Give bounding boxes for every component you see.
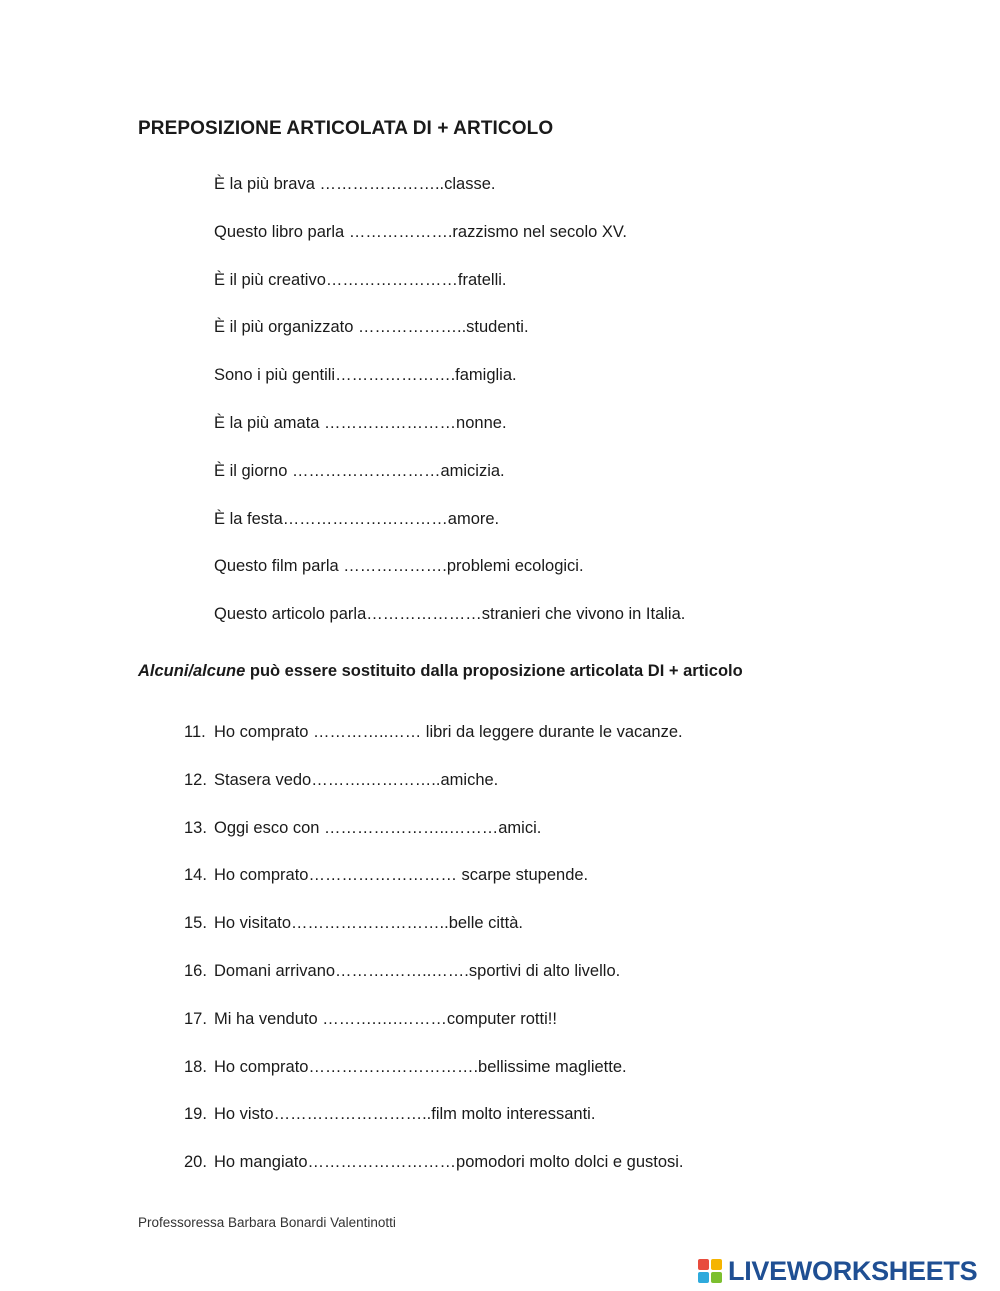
item-text: Questo film parla ……………….problemi ecologici. xyxy=(214,557,584,576)
item-number: 20. xyxy=(184,1153,207,1172)
item-text: Ho comprato …………..…… libri da leggere durante le vacanze. xyxy=(214,723,683,741)
subheading-rest: può essere sostituito dalla proposizione articolata DI + articolo xyxy=(245,662,743,680)
item-text: Mi ha venduto ……….….………computer rotti!! xyxy=(214,1009,557,1028)
logo-block xyxy=(698,1272,709,1283)
item-number: 15. xyxy=(184,914,207,933)
liveworksheets-logo[interactable] xyxy=(698,1257,977,1285)
item-text: Stasera vedo……….…………..amiche. xyxy=(214,770,499,789)
item-text: Ho visto………………………..film molto interessanti. xyxy=(214,1105,596,1124)
logo-block xyxy=(711,1272,722,1283)
item-text: Questo articolo parla…………………stranieri che vivono in Italia. xyxy=(214,605,686,624)
item-text: È la più brava …………………..classe. xyxy=(214,175,496,193)
item-text: Ho mangiato………………………pomodori molto dolci e gustosi. xyxy=(214,1153,684,1172)
item-number: 11. xyxy=(184,723,206,741)
worksheet-title: PREPOSIZIONE ARTICOLATA DI + ARTICOLO xyxy=(138,118,554,139)
item-text: Sono i più gentili………………….famiglia. xyxy=(214,366,517,385)
item-text: Domani arrivano……….……..…….sportivi di alto livello. xyxy=(214,961,621,980)
item-text: È la più amata ……………………nonne. xyxy=(214,413,507,432)
item-text: È il giorno ………………………amicizia. xyxy=(214,461,505,480)
item-text: È il più creativo……………………fratelli. xyxy=(214,270,507,289)
logo-block xyxy=(711,1259,722,1270)
item-text: Ho visitato………………………..belle città. xyxy=(214,914,523,933)
logo-block xyxy=(698,1259,709,1270)
item-text: È la festa…………………………amore. xyxy=(214,509,500,528)
item-text: Oggi esco con …………………..………amici. xyxy=(214,818,542,837)
logo-text: LIVEWORKSHEETS xyxy=(728,1255,978,1286)
item-number: 19. xyxy=(184,1105,207,1124)
author-footer: Professoressa Barbara Bonardi Valentinotti xyxy=(138,1215,396,1230)
item-text: È il più organizzato ………………..studenti. xyxy=(214,318,529,337)
item-text: Questo libro parla ……………….razzismo nel secolo XV. xyxy=(214,222,627,241)
logo-blocks-icon xyxy=(698,1259,722,1283)
item-text: Ho comprato……………………… scarpe stupende. xyxy=(214,866,589,885)
section-subheading xyxy=(138,662,743,681)
item-number: 18. xyxy=(184,1057,207,1076)
item-number: 14. xyxy=(184,866,207,885)
item-number: 16. xyxy=(184,961,207,980)
item-text: Ho comprato………………………….bellissime magliette. xyxy=(214,1057,627,1076)
subheading-italic: Alcuni/alcune xyxy=(138,662,246,680)
item-number: 13. xyxy=(184,818,207,837)
item-number: 12. xyxy=(184,770,207,789)
item-number: 17. xyxy=(184,1009,207,1028)
